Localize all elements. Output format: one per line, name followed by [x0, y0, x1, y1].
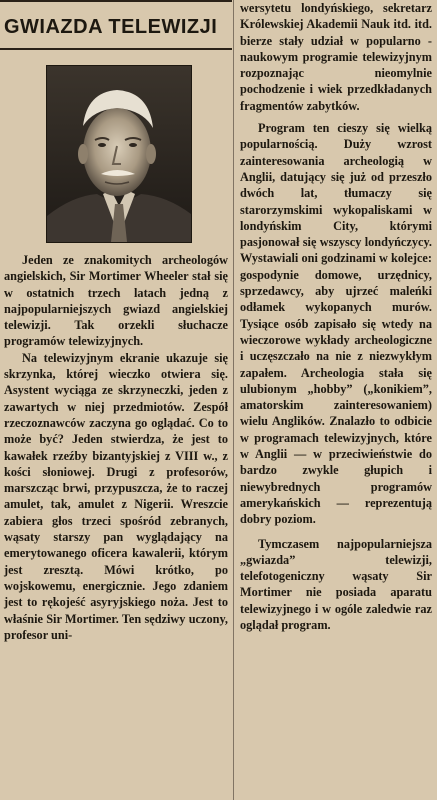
- paragraph: Na telewizyjnym ekranie ukazuje się skrzynka, której wieczko otwiera się. Asystent wyciąga ze skrzyneczki, jeden z zawartych w niej przedmiotów. Zespół rzeczoznawców zaczyna go oglądać. Co to może być? Jeden stwierdza, że jest to kawałek rzeźby bizantyjskiej z VIII w., z kości słoniowej. Drugi z profesorów, marszcząc brwi, przypuszcza, że to raczej amulet, tak, amulet z Nigerii. Wreszcie zabiera głos trzeci spośród zebranych, wąsaty starszy pan wyglądający na emerytowanego oficera kawalerii, którym jest zresztą. Mówi krótko, po wojskowemu, energicznie. Jego zdaniem jest to rękojeść asyryjskiego noża. Jest to właśnie Sir Mortimer. Ten sędziwy uczony, profesor uni-: [4, 350, 228, 642]
- paragraph: Program ten cieszy się wielką popularnością. Duży wzrost zainteresowania archeologią w Anglii, datujący się już od przeszło dwóch lat, tłumaczy się starorzymskimi wykopaliskami w londyńskim City, którymi pasjonował się wszyscy londyńczycy. Wystawiali oni godzinami w kolejce: gospodynie domowe, urzędnicy, sprzedawcy, aby ujrzeć maleńki odłamek wykopanych murów. Tysiące osób zapisało się wtedy na wieczorowe wykłady archeologiczne i uczęszczało na nie z niezwykłym zapałem. Archeologia stała się ulubionym „hobby” („konikiem”, amatorskim zainteresowaniem) wielu Anglików. Znalazło to odbicie w programach telewizyjnych, które w Anglii — w przeciwieństwie do bardzo zwykle głupich i niewybrednych programów amerykańskich — reprezentują dobry poziom.: [240, 121, 432, 527]
- paragraph-continuation: wersytetu londyńskiego, sekretarz Królewskiej Akademii Nauk itd. itd. bierze stały udział w popularno - naukowym programie telewizyjnym rozpoznając nieomylnie pochodzenie i wiek przedkładanych fragmentów zabytków.: [240, 1, 432, 113]
- portrait-photo-icon: [46, 65, 192, 243]
- headline: GWIAZDA TELEWIZJI: [4, 16, 218, 38]
- right-column: [240, 0, 432, 633]
- column-divider: [233, 0, 234, 800]
- top-rule: [0, 0, 232, 2]
- paragraph: Jeden ze znakomitych archeologów angielskich, Sir Mortimer Wheeler stał się w ostatnich trzech latach jedną z najpopularniejszych gwiazd angielskiej telewizji. Tak orzekli słuchacze programów telewizyjnych.: [4, 253, 228, 349]
- paragraph: Tymczasem najpopularniejsza „gwiazda” telewizji, telefotogeniczny wąsaty Sir Mortimer nie posiada aparatu telewizyjnego i w ogóle zaledwie raz oglądał program.: [240, 536, 432, 632]
- left-column: [4, 252, 228, 643]
- headline-rule: [0, 48, 232, 50]
